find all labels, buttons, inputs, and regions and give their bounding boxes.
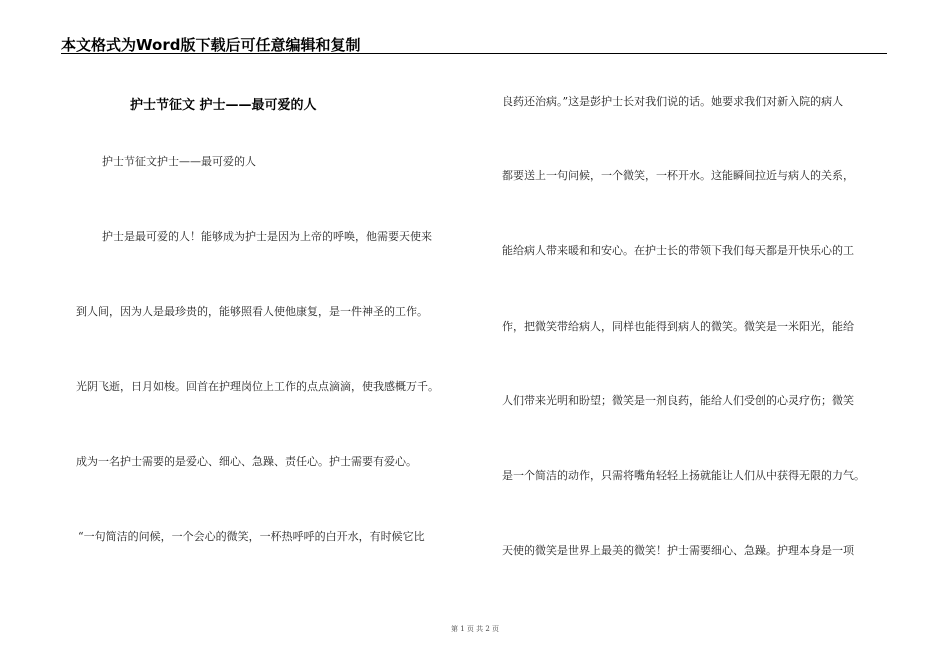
paragraph-line: 成为一名护士需要的是爱心、细心、急躁、责任心。护士需要有爱心。 <box>76 455 417 468</box>
page-footer: 第 1 页 共 2 页 <box>450 625 500 633</box>
paragraph-line: 天使的微笑是世界上最美的微笑！护士需要细心、急躁。护理本身是一项 <box>502 544 854 557</box>
paragraph-line: 人们带来光明和盼望；微笑是一剂良药，能给人们受创的心灵疗伤；微笑 <box>502 394 854 407</box>
paragraph-line: 到人间，因为人是最珍贵的，能够照看人使他康复，是一件神圣的工作。 <box>76 305 428 318</box>
paragraph-line: 都要送上一句问候，一个微笑，一杯开水。这能瞬间拉近与病人的关系， <box>502 169 854 182</box>
paragraph-line: 光阴飞逝，日月如梭。回首在护理岗位上工作的点点滴滴，使我感概万千。 <box>76 380 439 393</box>
paragraph-line: 良药还治病。”这是彭护士长对我们说的话。她要求我们对新入院的病人 <box>502 95 844 108</box>
document-title: 护士节征文 护士——最可爱的人 <box>130 98 317 113</box>
paragraph-line: 是一个简洁的动作，只需将嘴角轻轻上扬就能让人们从中获得无限的力气。 <box>502 469 865 482</box>
paragraph-line: 能给病人带来暖和和安心。在护士长的带领下我们每天都是开快乐心的工 <box>502 244 854 257</box>
paragraph-line: 作，把微笑带给病人，同样也能得到病人的微笑。微笑是一米阳光，能给 <box>502 320 854 333</box>
page-header: 本文格式为Word版下载后可任意编辑和复制 <box>61 36 361 54</box>
paragraph-line: 护士是最可爱的人！能够成为护士是因为上帝的呼唤，他需要天使来 <box>102 230 432 243</box>
paragraph-line: “一句简洁的问候，一个会心的微笑，一杯热呼呼的白开水，有时候它比 <box>78 530 425 543</box>
header-rule <box>61 53 887 54</box>
paragraph-line: 护士节征文护士——最可爱的人 <box>102 155 256 168</box>
